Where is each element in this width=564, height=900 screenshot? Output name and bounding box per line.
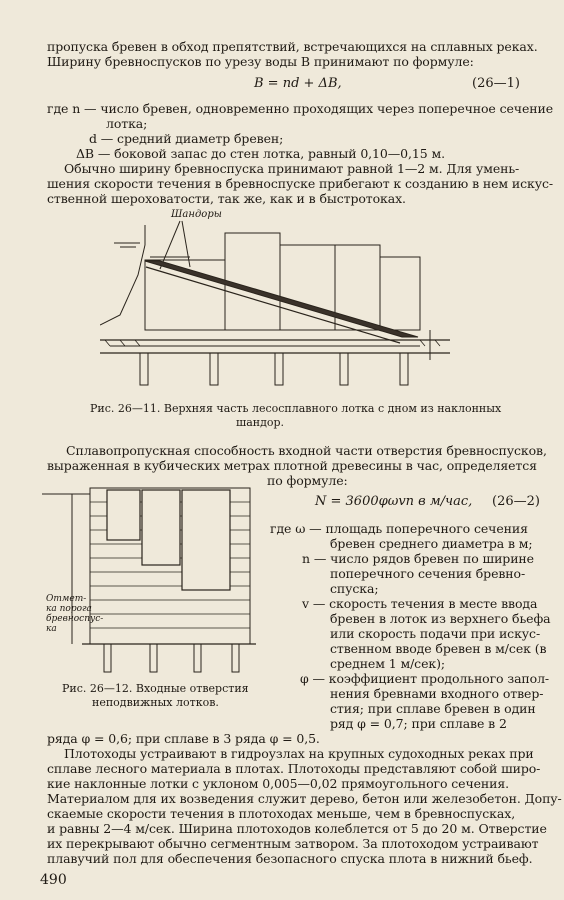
equation-number: (26—2) [492, 494, 540, 509]
figure-label-shandory: Шандоры [171, 209, 222, 220]
text-line: сплаве лесного материала в плотах. Плотоходы представляют собой широ- [47, 761, 541, 776]
formula-26-1: B = nd + ΔB, [254, 76, 342, 91]
text-line: ряда φ = 0,6; при сплаве в 3 ряда φ = 0,5. [47, 731, 320, 746]
text-line: Обычно ширину бревноспуска принимают равной 1—2 м. Для умень- [64, 161, 520, 176]
where-line: поперечного сечения бревно- [330, 566, 526, 581]
page-number: 490 [40, 872, 67, 888]
where-line: φ — коэффициент продольного запол- [300, 671, 550, 686]
formula-26-2: N = 3600φωvn в м/час, [315, 494, 473, 509]
text-line: Ширину бревноспусков по урезу воды В принимают по формуле: [47, 54, 474, 69]
text-line: по формуле: [267, 473, 348, 488]
text-line: пропуска бревен в обход препятствий, встречающихся на сплавных реках. [47, 39, 538, 54]
text-line: ственной шероховатости, так же, как и в быстротоках. [47, 191, 406, 206]
text-line: кие наклонные лотки с уклоном 0,005—0,02 прямоугольного сечения. [47, 776, 510, 791]
where-line: где ω — площадь поперечного сечения [270, 521, 528, 536]
figure-caption: Рис. 26—11. Верхняя часть лесосплавного лотка с дном из наклонных [90, 402, 502, 415]
figure-caption: неподвижных лотков. [92, 696, 219, 709]
where-line: или скорость подачи при искус- [330, 626, 541, 641]
figure-caption: шандор. [236, 416, 285, 429]
where-line: среднем 1 м/сек); [330, 656, 445, 671]
text-line: шения скорости течения в бревноспуске прибегают к созданию в нем искус- [47, 176, 554, 191]
where-line: стия; при сплаве бревен в один [330, 701, 536, 716]
figure-26-12 [42, 484, 260, 676]
where-line: ΔB — боковой запас до стен лотка, равный 0,10—0,15 м. [76, 146, 445, 161]
where-line: бревен в лоток из верхнего бьефа [330, 611, 551, 626]
where-line: спуска; [330, 581, 379, 596]
where-line: d — средний диаметр бревен; [89, 131, 284, 146]
text-line: их перекрывают обычно сегментным затвором. За плотоходом устраивают [47, 836, 539, 851]
side-label: ка порога [46, 604, 92, 614]
text-line: Плотоходы устраивают в гидроузлах на крупных судоходных реках при [64, 746, 534, 761]
text-line: скаемые скорости течения в плотоходах меньше, чем в бревноспусках, [47, 806, 516, 821]
where-line: ряд φ = 0,7; при сплаве в 2 [330, 716, 507, 731]
where-line: где n — число бревен, одновременно проходящих через поперечное сечение [47, 101, 554, 116]
where-line: лотка; [106, 116, 148, 131]
where-line: ственном вводе бревен в м/сек (в [330, 641, 547, 656]
text-line: Материалом для их возведения служит дерево, бетон или железобетон. Допу- [47, 791, 562, 806]
text-line: и равны 2—4 м/сек. Ширина плотоходов колеблется от 5 до 20 м. Отверстие [47, 821, 547, 836]
text-line: плавучий пол для обеспечения безопасного спуска плота в нижний бьеф. [47, 851, 533, 866]
where-line: n — число рядов бревен по ширине [302, 551, 534, 566]
where-line: v — скорость течения в месте ввода [302, 596, 538, 611]
figure-26-11 [100, 205, 450, 395]
side-label: бревноспус- [46, 614, 104, 624]
text-line: выраженная в кубических метрах плотной древесины в час, определяется [47, 458, 537, 473]
where-line: нения бревнами входного отвер- [330, 686, 544, 701]
side-label: ка [46, 624, 57, 634]
figure-caption: Рис. 26—12. Входные отверстия [62, 682, 249, 695]
side-label: Отмет- [46, 594, 87, 604]
where-line: бревен среднего диаметра в м; [330, 536, 533, 551]
text-line: Сплавопропускная способность входной части отверстия бревноспусков, [66, 443, 547, 458]
equation-number: (26—1) [472, 76, 520, 91]
